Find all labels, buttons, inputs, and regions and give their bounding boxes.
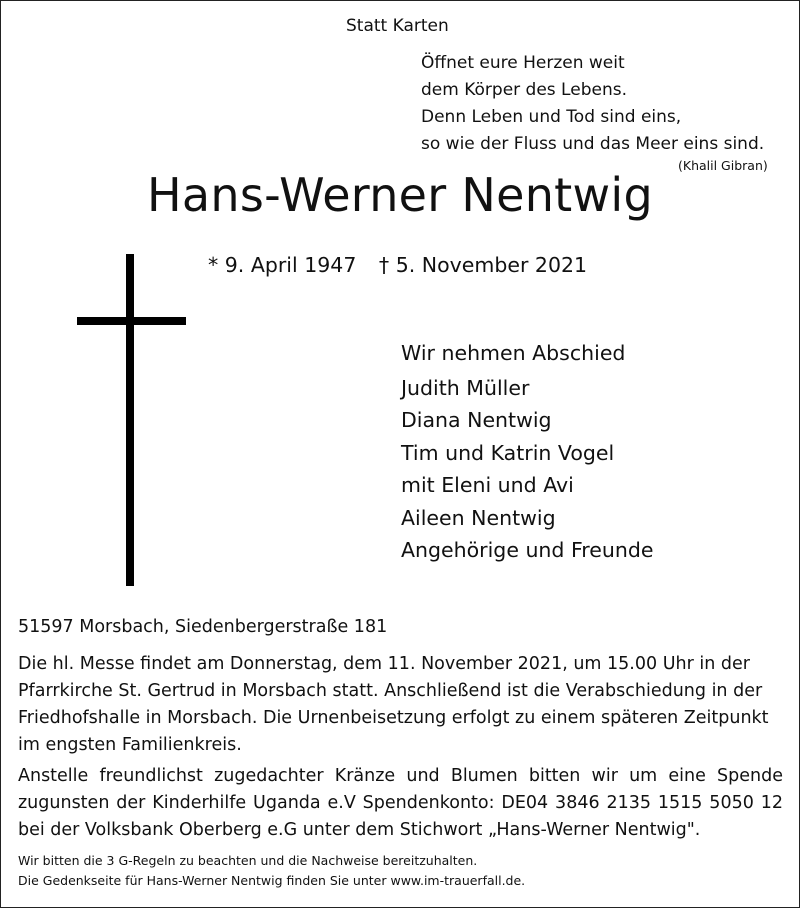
- footer-line-covid: Wir bitten die 3 G-Regeln zu beachten und die Nachweise bereitzuhalten.: [18, 853, 478, 868]
- poem-attribution: (Khalil Gibran): [678, 158, 768, 173]
- footer-line-website: Die Gedenkseite für Hans-Werner Nentwig finden Sie unter www.im-trauerfall.de.: [18, 873, 526, 888]
- mourning-address: 51597 Morsbach, Siedenbergerstraße 181: [18, 617, 388, 637]
- mourner-name: Diana Nentwig: [401, 408, 552, 432]
- mourners-block: [401, 337, 653, 567]
- poem-line: so wie der Fluss und das Meer eins sind.: [421, 134, 765, 154]
- mourner-name: Judith Müller: [401, 375, 530, 400]
- footer-notes: [18, 851, 525, 891]
- cross-vertical-bar: [126, 254, 134, 586]
- mourners-lead: Wir nehmen Abschied: [401, 341, 626, 365]
- statt-karten-heading: Statt Karten: [346, 16, 449, 36]
- donation-paragraph: Anstelle freundlichst zugedachter Kränze und Blumen bitten wir um eine Spende zugunsten der Kinderhilfe Uganda e.V Spendenkonto: DE04 3846 2135 1515 5050 12 bei der Volksbank Oberberg e.G unter dem Stichwort „Hans-Werner Nentwig".: [18, 766, 783, 840]
- mourner-name: Tim und Katrin Vogel: [401, 440, 615, 465]
- mourner-name: mit Eleni und Avi: [401, 473, 574, 497]
- poem-line: Öffnet eure Herzen weit: [421, 53, 625, 73]
- death-date: † 5. November 2021: [378, 253, 588, 277]
- poem-line: Denn Leben und Tod sind eins,: [421, 107, 682, 127]
- poem: [421, 50, 764, 158]
- life-dates: [208, 253, 587, 277]
- cross-horizontal-bar: [77, 317, 186, 325]
- birth-date: * 9. April 1947: [208, 253, 357, 277]
- service-paragraph: Die hl. Messe findet am Donnerstag, dem 11. November 2021, um 15.00 Uhr in der Pfarrkirche St. Gertrud in Morsbach statt. Anschließend ist die Verabschiedung in der Friedhofshalle in Morsbach. Die Urnenbeisetzung erfolgt zu einem späteren Zeitpunkt im engsten Familienkreis.: [18, 654, 769, 755]
- poem-line: dem Körper des Lebens.: [421, 80, 627, 100]
- mourner-name: Angehörige und Freunde: [401, 538, 654, 562]
- mourner-name: Aileen Nentwig: [401, 505, 556, 530]
- deceased-name: Hans-Werner Nentwig: [146, 168, 654, 222]
